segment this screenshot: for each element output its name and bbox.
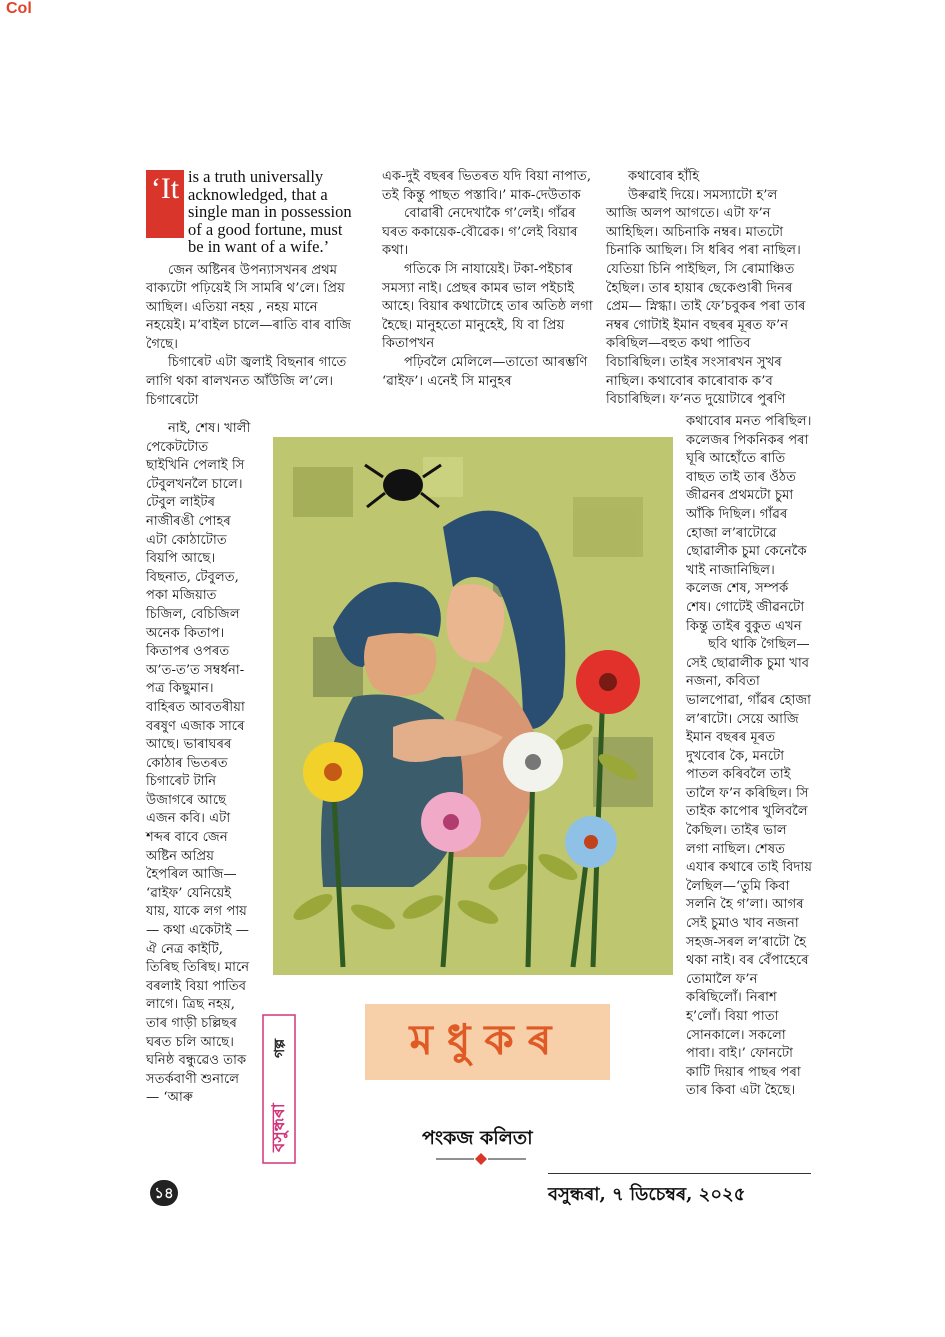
drop-cap: ‘It <box>146 170 184 238</box>
flower-blue <box>565 816 617 868</box>
column-2 <box>382 168 594 391</box>
column-1 <box>146 168 358 410</box>
column-3 <box>606 168 812 410</box>
page-number: ১৪ <box>150 1180 178 1206</box>
paragraph: পঢ়িবলৈ মেলিলে—তাতো আৰম্ভণি ‘ৱাইফ’। এনেই সি মানুহৰ <box>382 354 588 389</box>
title-box <box>365 1004 610 1080</box>
paragraph: ছবি থাকি গৈছিল— সেই ছোৱালীক চুমা খাব নজনা, কবিতা ভালপোৱা, গাঁৱৰ হোজা ল’ৰাটো। সেয়ে আজি ইমান বছৰৰ মূৰত দুখবোৰ কৈ, মনটো পাতল কৰিবলৈ তাই তালৈ ফ’ন কৰিছিল। সি তাইক কাপোৰ খুলিবলৈ কৈছিল। তাইৰ ভাল লগা নাছিল। শেষত এযাৰ কথাৰে তাই বিদায় লৈছিল—‘তুমি কিবা সলনি হৈ গ’লা। আগৰ সেই চুমাও খাব নজনা সহজ-সৰল ল’ৰাটো হৈ থকা নাই। বৰ বেঁপাহেৰে তোমালৈ ফ’ন কৰিছিলোঁ। নিৰাশ হ’লোঁ। বিয়া পাতা সোনকালে। সকলো পাবা। বাই।’ ফোনটো কাটি দিয়াৰ পাছৰ পৰা তাৰ কিবা এটা হৈছে। <box>686 637 812 1099</box>
paragraph: কথাবোৰ মনত পৰিছিল। কলেজৰ পিকনিকৰ পৰা ঘূৰি আহোঁতে ৰাতি বাছত তাই তাৰ ওঁঠত জীৱনৰ প্ৰথমটো চুমা আঁকি দিছিল। গাঁৱৰ হোজা ল’ৰাটোৱে ছোৱালীক চুমা কেনেকৈ খাই নাজানিছিল। কলেজ শেষ, সম্পৰ্ক শেষ। গোটেই জীৱনটো কিন্তু তাইৰ বুকুত এখন <box>686 414 812 634</box>
paragraph: উৰুৱাই দিয়ে। সমস্যাটো হ’ল আজি অলপ আগতে। এটা ফ’ন আহিছিল। অচিনাকি নম্বৰ। মাতটো চিনাকি আছিল। সি ধৰিব পৰা নাছিল। যেতিয়া চিনি পাইছিল, সি ৰোমাঞ্চিত হৈছিল। তাৰ হায়াৰ ছেকেণ্ডাৰী দিনৰ প্ৰেম— স্নিগ্ধা। তাই ফে’চবুকৰ পৰা তাৰ নম্বৰ গোটাই ইমান বছৰৰ মূৰত ফ’ন কৰিছিল—বহুত কথা পাতিব বিচাৰিছিল। তাইৰ সংসাৰখন সুখৰ নাছিল। কথাবোৰ কাৰোবাক ক’ব বিচাৰিছিল। ফ’নত দুয়োটাৰে পুৰণি <box>606 187 806 408</box>
paragraph: বোৱাৰী নেদেখাকৈ গ’লেই। গাঁৱৰ ঘৰত ককায়েক-বৌৱেক। গ’লেই বিয়াৰ কথা। <box>382 206 578 259</box>
column-3-narrow <box>686 413 812 1101</box>
author-ornament <box>436 1152 526 1166</box>
flower-white <box>503 732 563 792</box>
section-label-main: বসুন্ধৰা <box>269 1103 289 1152</box>
paragraph: এক-দুই বছৰৰ ভিতৰত যদি বিয়া নাপাত, তই কিন্তু পাছত পস্তাবি।’ মাক-দেউতাক <box>382 169 592 203</box>
corner-tag: Col <box>6 0 32 17</box>
section-label <box>262 1014 296 1164</box>
paragraph: জেন অষ্টিনৰ উপন্যাসখনৰ প্ৰথম বাক্যটো পঢ়িয়েই সি সামৰি থ’লে। প্ৰিয় আছিল। এতিয়া নহয় , নহয় মানে নহয়েই। ম’বাইল চালে—ৰাতি বাৰ বাজি গৈছে। <box>146 262 352 352</box>
paragraph: গতিকে সি নাযায়েই। টকা-পইচাৰ সমস্যা নাই। প্ৰেছৰ কামৰ ভাল পইচাই আহে। বিয়াৰ কথাটোহে তাৰ অতিষ্ঠ লগা হৈছে। মানুহতো মানুহেই, যি বা প্ৰিয় কিতাপখন <box>382 261 593 352</box>
footer-publication: বসুন্ধৰা, ৭ ডিচেম্বৰ, ২০২৫ <box>548 1184 746 1205</box>
flower-pink <box>421 792 481 852</box>
story-illustration <box>273 437 673 975</box>
section-label-sub: গল্প <box>272 1038 288 1058</box>
paragraph: নাই, শেষ। খালী পেকেটটোত ছাইখিনি পেলাই সি টেবুলখনলৈ চালে। টেবুল লাইটৰ নাজীৰঙী পোহৰ এটা কোঠাটোত বিয়পি আছে। বিছনাত, টেবুলত, পকা মজিয়াত চিজিল, বেচিজিল অনেক কিতাপ। কিতাপৰ ওপৰত অ’ত-ত’ত সম্বৰ্ধনা-পত্ৰ কিছুমান। বাহিৰত আবতৰীয়া বৰষুণ এজাক সাৰে আছে। ভাৰাঘৰৰ কোঠাৰ ভিতৰত চিগাৰেট টানি উজাগৰে আছে এজন কবি। এটা শব্দৰ বাবে জেন অষ্টিন অপ্ৰিয় হৈপৰিল আজি— ‘ৱাইফ’ যেনিয়েই যায়, যাকে লগ পায়— কথা একেটাই — ঐ নেত্ৰ কাইটি, তিৰিছ তিৰিছ। মানে বৰলাই বিয়া পাতিব লাগে। ত্ৰিছ নহয়, তাৰ গাড়ী চল্লিছৰ ঘৰত চলি আছে। ঘনিষ্ঠ বন্ধুৱেও তাক সতৰ্কবাণী শুনালে— ‘আৰু <box>146 421 251 1106</box>
opening-quote: is a truth universally acknowledged, that a single man in possession of a good fortune, must be in want of a wife.’ <box>188 167 352 256</box>
flower-yellow <box>303 742 363 802</box>
story-title: মধুকৰ <box>409 1014 566 1064</box>
column-1-narrow <box>146 420 252 1108</box>
paragraph: কথাবোৰ হাঁহি <box>628 169 700 184</box>
footer-rule <box>548 1173 811 1174</box>
paragraph: চিগাৰেট এটা জ্বলাই বিছনাৰ গাতে লাগি থকা ৰালখনত আঁউজি ল’লে। চিগাৰেটো <box>146 355 347 408</box>
author-name: পংকজ কলিতা <box>422 1127 533 1149</box>
flower-red <box>576 650 640 714</box>
